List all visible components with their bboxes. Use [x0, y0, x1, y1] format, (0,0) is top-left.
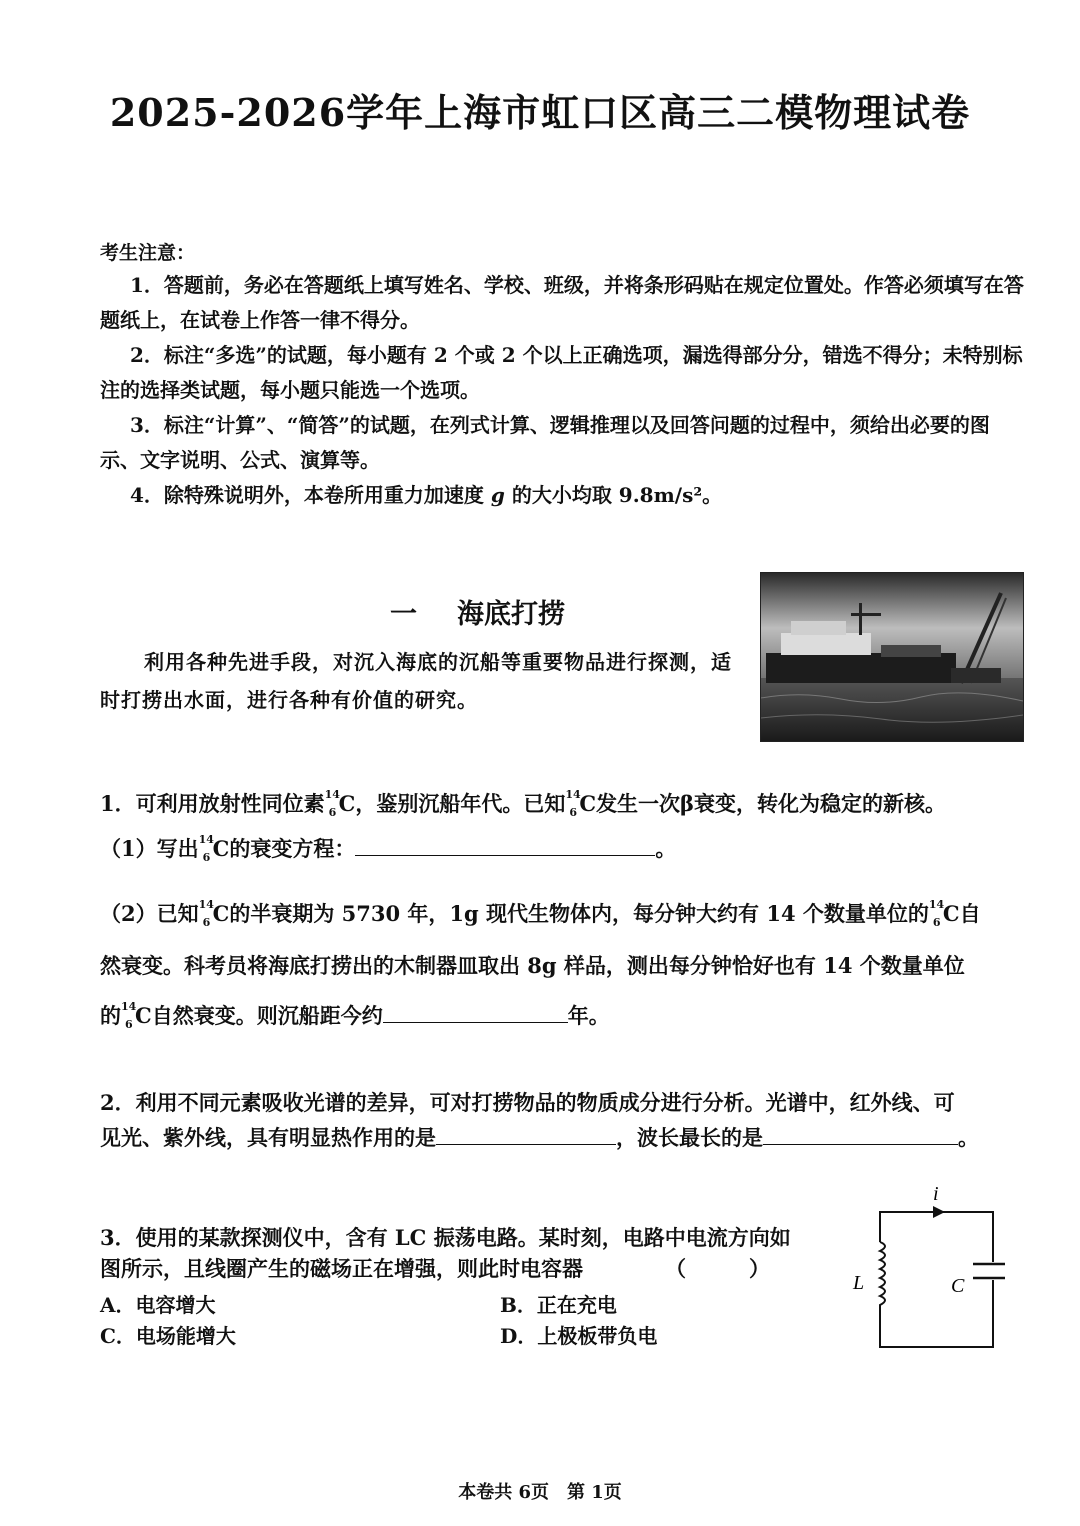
- question-1-part-2-line2: 然衰变。科考员将海底打捞出的木制器皿取出 8g 样品，测出每分钟恰好也有 14 个数量单位: [100, 953, 965, 978]
- notice-item-3: 3．标注“计算”、“简答”的试题，在列式计算、逻辑推理以及回答问题的过程中，须给出必要的图示、文字说明、公式、演算等。: [100, 413, 990, 472]
- age-blank[interactable]: [383, 1004, 568, 1023]
- salvage-ship-photo: [760, 572, 1024, 742]
- inductor-label: L: [853, 1272, 865, 1294]
- question-1-part-2-line3: 的 14 6 C自然衰变。则沉船距今约 年。: [100, 1000, 610, 1031]
- heat-effect-blank[interactable]: [436, 1126, 616, 1145]
- notice-item-1: 1．答题前，务必在答题纸上填写姓名、学校、班级，并将条形码贴在规定位置处。作答必须填写在答题纸上，在试卷上作答一律不得分。: [100, 273, 1024, 332]
- notice-heading: 考生注意：: [100, 242, 196, 264]
- capacitor-label: C: [951, 1275, 965, 1297]
- answer-parentheses[interactable]: （ ）: [665, 1256, 770, 1281]
- option-a[interactable]: A．电容增大: [100, 1293, 216, 1317]
- current-arrow-icon: [933, 1206, 945, 1218]
- current-label: i: [933, 1183, 939, 1205]
- question-1-part-2: （2）已知 14 6 C的半衰期为 5730 年，1g 现代生物体内，每分钟大约有 14 个数量单位的 14 6 C自: [100, 898, 981, 929]
- longest-wavelength-blank[interactable]: [763, 1126, 958, 1145]
- option-b[interactable]: B．正在充电: [500, 1293, 617, 1317]
- option-d[interactable]: D．上极板带负电: [500, 1324, 658, 1348]
- question-2-line1: 2．利用不同元素吸收光谱的差异，可对打捞物品的物质成分进行分析。光谱中，红外线、可: [100, 1090, 955, 1115]
- option-c[interactable]: C．电场能增大: [100, 1324, 236, 1348]
- notice-item-2: 2．标注“多选”的试题，每小题有 2 个或 2 个以上正确选项，漏选得部分分，错选不得分；未特别标注的选择类试题，每小题只能选一个选项。: [100, 343, 1023, 402]
- decay-equation-blank[interactable]: [355, 837, 655, 856]
- section-heading: 一 海底打捞: [390, 599, 565, 630]
- inductor-coil: [880, 1242, 885, 1310]
- gravity-variable: g: [490, 483, 505, 507]
- notice-item-4: 4．除特殊说明外，本卷所用重力加速度 g 的大小均取 9.8m/s²。: [130, 483, 723, 507]
- exam-title: 2025-2026学年上海市虹口区高三二模物理试卷: [109, 90, 971, 135]
- c14-nuclide: 14 6: [324, 788, 340, 819]
- question-2-line2: 见光、紫外线，具有明显热作用的是 ，波长最长的是 。: [100, 1125, 979, 1150]
- question-1-part-1: （1）写出 14 6 C的衰变方程： 。: [100, 833, 677, 864]
- question-3-line2: 图所示，且线圈产生的磁场正在增强，则此时电容器 （ ）: [100, 1256, 770, 1281]
- question-1: 1．可利用放射性同位素 14 6 C，鉴别沉船年代。已知 14 6 C发生一次β衰变，转化为稳定的新核。: [100, 788, 947, 819]
- lc-circuit-diagram: [845, 1182, 1005, 1357]
- section-intro: 利用各种先进手段，对沉入海底的沉船等重要物品进行探测，适时打捞出水面，进行各种有价值的研究。: [100, 650, 732, 712]
- page-footer: 本卷共 6页 第 1页: [458, 1482, 622, 1503]
- question-3-line1: 3．使用的某款探测仪中，含有 LC 振荡电路。某时刻，电路中电流方向如: [100, 1225, 791, 1250]
